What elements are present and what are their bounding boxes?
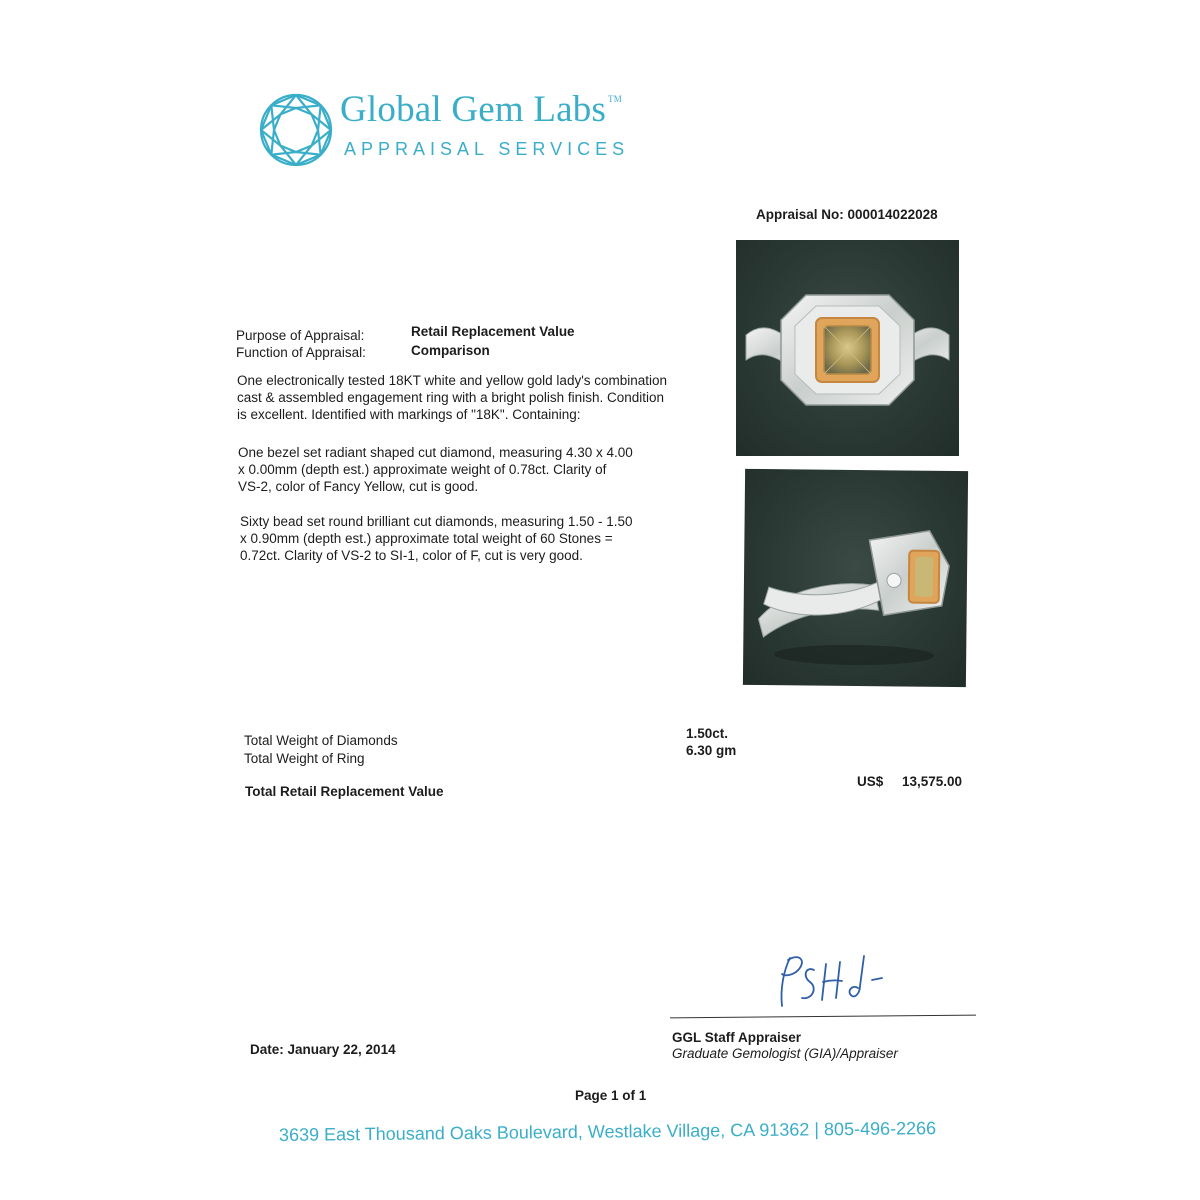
purpose-value: Retail Replacement Value [411,324,575,339]
appraisal-date: Date: January 22, 2014 [250,1042,396,1057]
description-line: Sixty bead set round brilliant cut diamonds, measuring 1.50 - 1.50 [240,514,633,529]
retail-value-amount: 13,575.00 [902,774,963,789]
description-line: x 0.90mm (depth est.) approximate total weight of 60 Stones = [240,531,613,546]
description-line: VS-2, color of Fancy Yellow, cut is good. [238,479,479,494]
description-line: One bezel set radiant shaped cut diamond, measuring 4.30 x 4.00 [238,445,633,460]
description-line: is excellent. Identified with markings of "18K". Containing: [237,407,581,422]
side-stones-description [240,513,740,564]
description-line: One electronically tested 18KT white and yellow gold lady's combination [237,373,668,388]
total-ring-weight-label: Total Weight of Ring [244,751,365,766]
purpose-label: Purpose of Appraisal: [236,328,365,343]
description-line: x 0.00mm (depth est.) approximate weight of 0.78ct. Clarity of [238,462,607,477]
page-number: Page 1 of 1 [575,1088,647,1103]
brand-name: Global Gem Labs ™ [340,89,622,130]
function-label: Function of Appraisal: [236,345,366,360]
description-line: 0.72ct. Clarity of VS-2 to SI-1, color of F, cut is very good. [240,548,583,563]
appraiser-credentials: Graduate Gemologist (GIA)/Appraiser [672,1046,898,1061]
description-line: cast & assembled engagement ring with a bright polish finish. Condition [237,390,664,405]
appraisal-number: Appraisal No: 000014022028 [756,207,938,222]
trademark-mark: TM [608,94,622,104]
total-ring-weight-value: 6.30 gm [686,743,737,758]
gem-logo-icon [258,92,334,168]
ring-photo-top [736,240,959,456]
function-value: Comparison [411,343,490,358]
ring-photo-side [743,469,968,687]
center-stone-description [238,444,738,495]
appraiser-signature [760,948,910,1018]
ring-description [237,372,737,423]
total-diamond-weight-value: 1.50ct. [686,726,729,741]
footer-address: 3639 East Thousand Oaks Boulevard, Westlake Village, CA 91362 | 805-496-2266 [278,1118,937,1145]
appraiser-title: GGL Staff Appraiser [672,1030,802,1045]
brand-subtitle: APPRAISAL SERVICES [344,139,630,159]
total-diamond-weight-label: Total Weight of Diamonds [244,733,398,748]
retail-value-label: Total Retail Replacement Value [245,784,444,799]
retail-value-currency: US$ [857,774,884,789]
